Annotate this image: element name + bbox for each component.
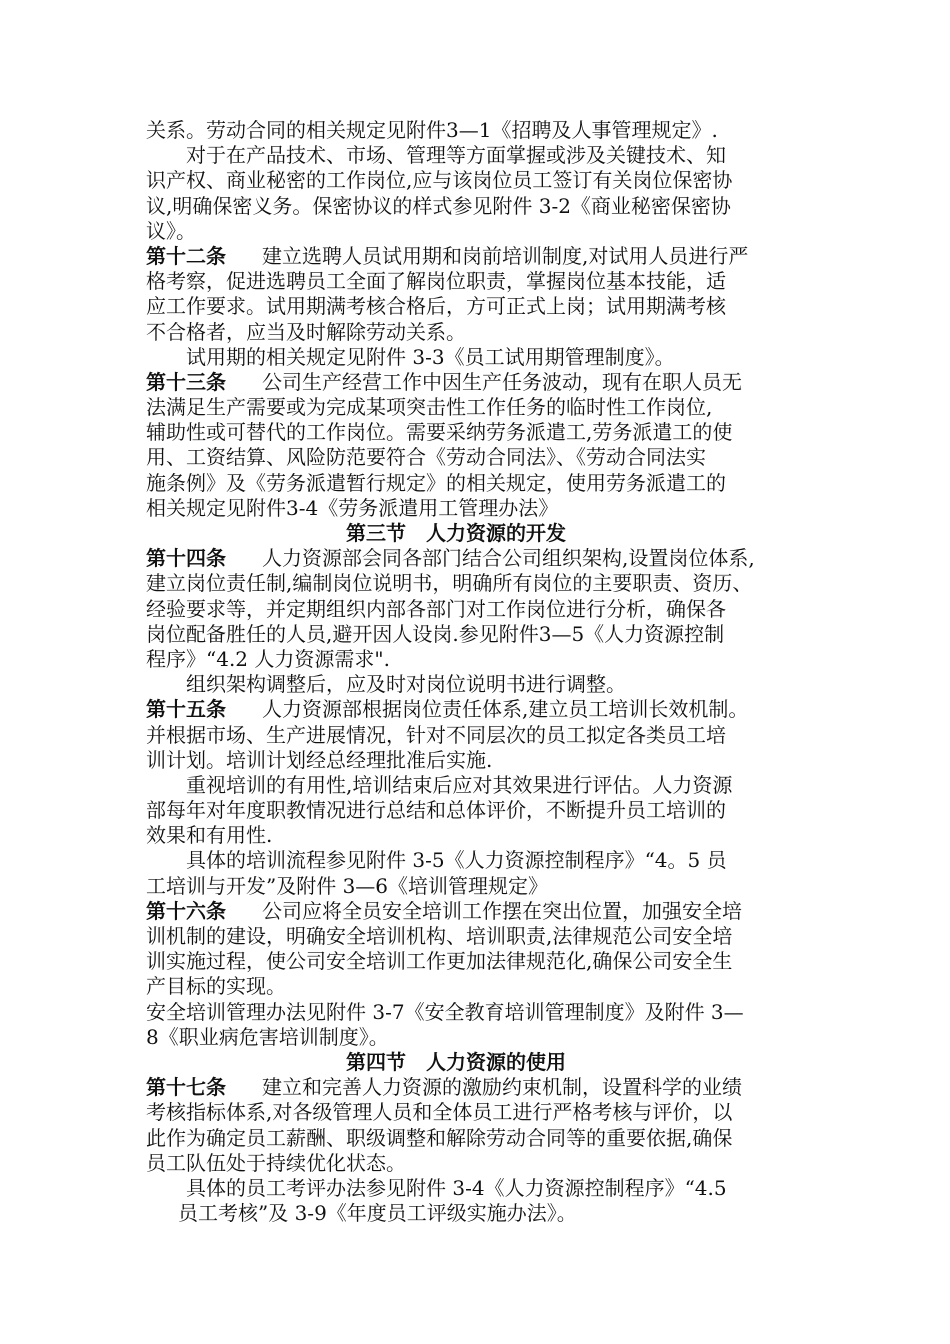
text-line: 具体的员工考评办法参见附件 3-4《人力资源控制程序》“4.5	[186, 1175, 727, 1200]
article-15	[146, 697, 826, 722]
text-line: 格考察，促进选聘员工全面了解岗位职责，掌握岗位基本技能，适	[146, 269, 726, 294]
article-label: 第十二条	[146, 243, 226, 268]
text-line: 员工考核”及 3-9《年度员工评级实施办法》。	[178, 1201, 577, 1226]
text-line: 识产权、商业秘密的工作岗位,应与该岗位员工签订有关岗位保密协	[146, 168, 733, 193]
section-heading: 第四节 人力资源的使用	[346, 1049, 566, 1074]
text-line: 训机制的建设，明确安全培训机构、培训职责,法律规范公司安全培	[146, 924, 733, 948]
text-line: 员工队伍处于持续优化状态。	[146, 1150, 406, 1175]
text-line: 效果和有用性.	[146, 823, 273, 848]
section-heading: 第三节 人力资源的开发	[346, 521, 566, 545]
text-line: 建立和完善人力资源的激励约束机制，设置科学的业绩	[262, 1075, 742, 1100]
text-line: 重视培训的有用性,培训结束后应对其效果进行评估。人力资源	[186, 772, 733, 797]
text-line: 关系。劳动合同的相关规定见附件3—1《招聘及人事管理规定》.	[146, 118, 718, 142]
article-16	[146, 899, 826, 924]
text-line: 议》。	[146, 218, 196, 243]
text-line: 对于在产品技术、市场、管理等方面掌握或涉及关键技术、知	[186, 143, 726, 168]
article-12	[146, 244, 826, 269]
text-line: 并根据市场、生产进展情况，针对不同层次的员工拟定各类员工培	[146, 722, 726, 747]
article-14	[146, 546, 826, 571]
text-line: 议,明确保密义务。保密协议的样式参见附件 3-2《商业秘密保密协	[146, 193, 731, 218]
article-label: 第十四条	[146, 546, 226, 571]
text-line: 建立选聘人员试用期和岗前培训制度,对试用人员进行严	[262, 243, 749, 268]
article-label: 第十五条	[146, 697, 226, 722]
text-line: 法满足生产需要或为完成某项突击性工作任务的临时性工作岗位,	[146, 395, 713, 420]
article-label: 第十三条	[146, 369, 226, 394]
text-line: 不合格者，应当及时解除劳动关系。	[146, 319, 466, 344]
text-line: 部每年对年度职教情况进行总结和总体评价，不断提升员工培训的	[146, 798, 726, 823]
text-line: 应工作要求。试用期满考核合格后，方可正式上岗；试用期满考核	[146, 294, 726, 319]
text-line: 公司生产经营工作中因生产任务波动，现有在职人员无	[262, 369, 742, 394]
text-line: 训计划。培训计划经总经理批准后实施.	[146, 747, 493, 772]
article-label: 第十七条	[146, 1075, 226, 1100]
text-line: 此作为确定员工薪酬、职级调整和解除劳动合同等的重要依据,确保	[146, 1125, 733, 1150]
text-line: 8《职业病危害培训制度》。	[146, 1024, 389, 1049]
text-line: 产目标的实现。	[146, 974, 286, 999]
text-line: 建立岗位责任制,编制岗位说明书，明确所有岗位的主要职责、资历、	[146, 571, 753, 596]
text-line: 岗位配备胜任的人员,避开因人设岗.参见附件3—5《人力资源控制	[146, 621, 725, 646]
text-line: 施条例》及《劳务派遣暂行规定》的相关规定，使用劳务派遣工的	[146, 470, 726, 495]
text-line: 训实施过程，使公司安全培训工作更加法律规范化,确保公司安全生	[146, 949, 733, 974]
text-line: 人力资源部会同各部门结合公司组织架构,设置岗位体系,	[262, 546, 755, 571]
text-line: 试用期的相关规定见附件 3-3《员工试用期管理制度》。	[186, 344, 675, 369]
article-label: 第十六条	[146, 898, 226, 923]
text-line: 人力资源部根据岗位责任体系,建立员工培训长效机制。	[262, 697, 749, 722]
text-line: 用、工资结算、风险防范要符合《劳动合同法》、《劳动合同法实	[146, 445, 706, 470]
article-13	[146, 370, 826, 395]
text-line: 辅助性或可替代的工作岗位。需要采纳劳务派遣工,劳务派遣工的使	[146, 420, 733, 445]
document-page	[146, 118, 826, 1226]
text-line: 程序》“4.2 人力资源需求".	[146, 646, 390, 671]
text-line: 经验要求等，并定期组织内部各部门对工作岗位进行分析，确保各	[146, 596, 726, 621]
text-line: 考核指标体系,对各级管理人员和全体员工进行严格考核与评价，以	[146, 1100, 733, 1125]
text-line: 相关规定见附件3-4《劳务派遣用工管理办法》	[146, 495, 559, 520]
article-17	[146, 1075, 826, 1100]
text-line: 组织架构调整后，应及时对岗位说明书进行调整。	[186, 672, 626, 697]
text-line: 具体的培训流程参见附件 3-5《人力资源控制程序》“4。5 员	[186, 848, 727, 873]
text-line: 公司应将全员安全培训工作摆在突出位置，加强安全培	[262, 898, 742, 923]
text-line: 安全培训管理办法见附件 3-7《安全教育培训管理制度》及附件 3—	[146, 999, 744, 1024]
text-line: 工培训与开发”及附件 3—6《培训管理规定》	[146, 873, 549, 898]
